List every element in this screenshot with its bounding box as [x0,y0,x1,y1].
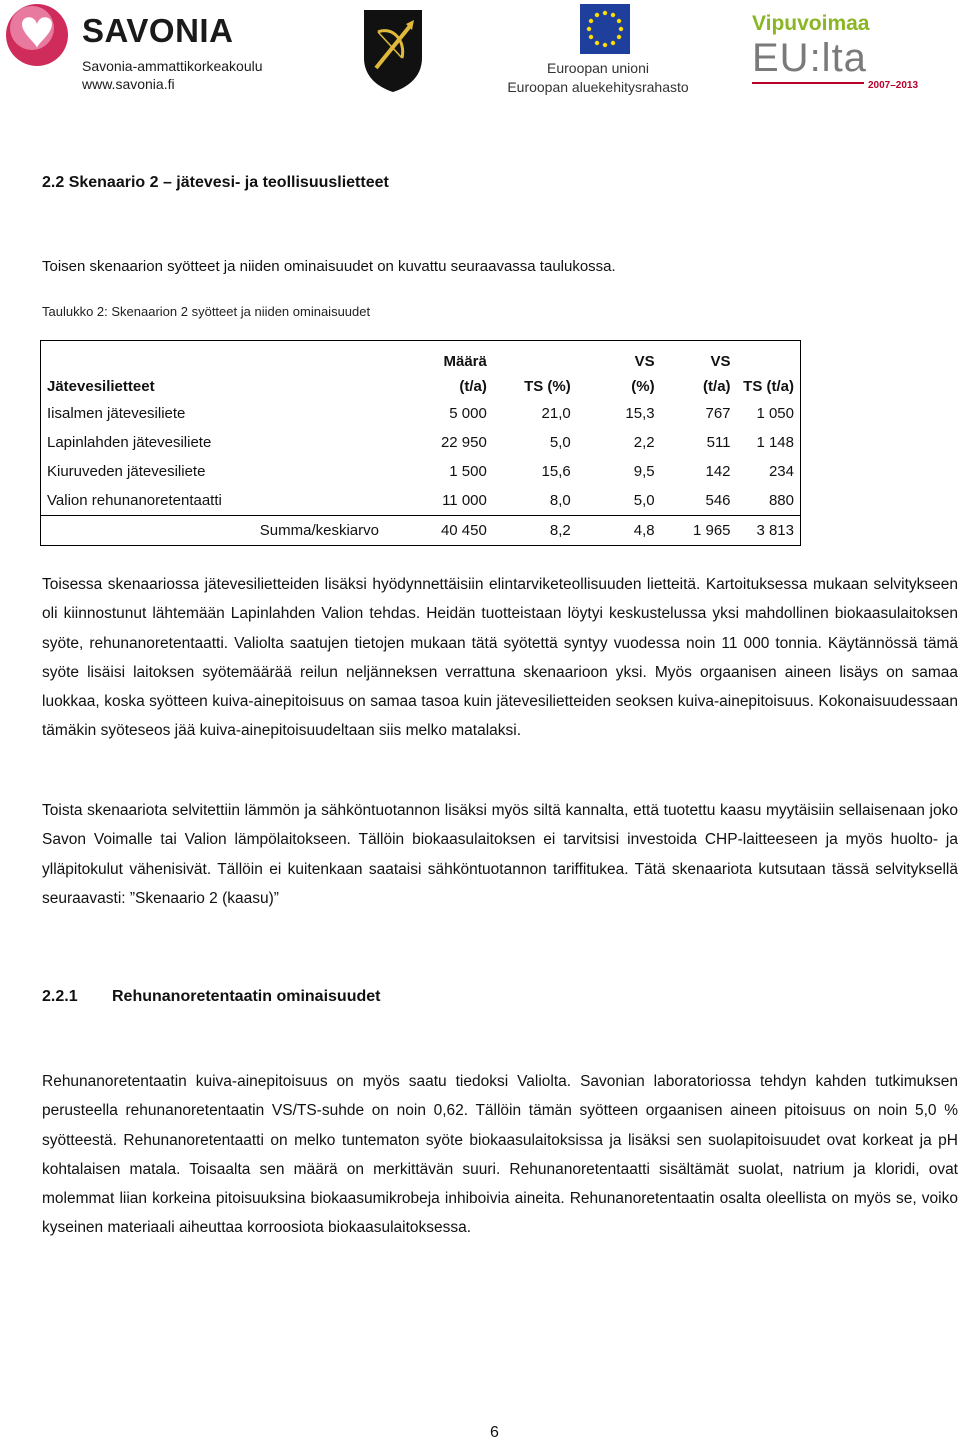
header-vs-ta: VS (t/a) [703,353,731,395]
paragraph-retentate: Rehunanoretentaatin kuiva-ainepitoisuus on myös saatu tiedoksi Valiolta. Savonian laboratoriossa tehdyn kahden tutkimuksen perusteella rehunanoretentaatin VS/TS-suhde on noin 0,62. Tällöin tämän syötteen orgaanisen aineen pitoisuus on noin 5,0 % syötteestä. Rehunanoretentaatti on melko tuntematon syöte biokaasulaitoksissa ja lisäksi sen suolapitoisuudet ovat korkeat ja pH kohtalaisen matala. Toisaalta sen määrä on merkittävän suuri. Rehunanoretentaatti sisältämät suolat, natrium ja kloridi, ovat molemmat liian korkeina pitoisuuksina biokaasumikrobeja inhiboivia aineita. Rehunanoretentaatin osalta oleellista on myös se, voiko kyseinen materiaali aiheuttaa korroosiota biokaasulaitoksessa. [42,1073,958,1237]
cell: 5 000 [449,405,487,422]
cell: Kiuruveden jätevesiliete [47,463,206,480]
cell: Iisalmen jätevesiliete [47,405,186,422]
cell: 234 [768,463,794,480]
coat-of-arms-icon [362,8,424,94]
cell: 546 [705,492,731,509]
cell: 2,2 [633,434,655,451]
cell: 4,8 [577,516,661,546]
eu-logo-block [498,4,698,96]
eu-fund-label: Euroopan aluekehitysrahasto [507,79,689,95]
paragraph-gas-sale: Toista skenaariota selvitettiin lämmön ja sähköntuotannon lisäksi myös siltä kannalta, että tuotettu kaasu myytäisiin sellaisenaan joko Savon Voimalle tai Valion lämpölaitokseen. Tällöin biokaasulaitoksen ei tarvitsisi investoida CHP-laitteeseen ja myös huolto- ja ylläpitokulut vähenisivät. Tällöin ei kuitenkaan saataisi sähköntuotannon tariffitukea. Tätä skenaariota kutsutaan tässä selvityksellä seuraavasti: ”Skenaario 2 (kaasu)” [42,802,958,907]
paragraph-scenario-description: Toisessa skenaariossa jätevesilietteiden lisäksi hyödynnettäisiin elintarviketeollisuuden lietteitä. Kartoituksessa mukaan selvitykseen oli kiinnostunut lähtemään Lapinlahden Valion tehdas. Heidän tuotteistaan löytyi keskustelussa yksi mahdollinen biokaasulaitoksen syöte, rehunanoretentaatti. Valiolta saatujen tietojen mukaan tätä syötettä syntyy vuodessa noin 11 000 tonnia. Käytännössä tämä syöte lisäisi laitoksen syötemäärää reilun neljänneksen verrattuna skenaarioon yksi. Myös orgaanisen aineen lisäys on samaa luokkaa, koska syötteen kuiva-ainepitoisuus on samaa tasoa kuin jätevesilietteiden seoksen kuiva-ainepitoisuus. Kokonaisuudessaan tämäkin syöteseos jää kuiva-ainepitoisuudeltaan siis melko matalaksi. [42,576,958,740]
cell: 511 [706,434,731,451]
cell: 1 050 [756,405,794,422]
table-header [41,341,801,400]
cell: 15,6 [541,463,571,480]
vipuvoimaa-bar [752,82,864,84]
cell: 767 [705,405,731,422]
cell: 22 950 [440,434,487,451]
cell: 9,5 [633,463,655,480]
table-row [41,399,801,428]
section-heading: 2.2 Skenaario 2 – jätevesi- ja teollisuuslietteet [42,174,389,191]
cell: 21,0 [541,405,571,422]
vipuvoimaa-label: Vipuvoimaa [752,12,870,35]
cell: 1 965 [661,516,737,546]
cell: Summa/keskiarvo [41,516,385,546]
header-vs-pct: VS (%) [631,353,655,395]
subsection-title: Rehunanoretentaatin ominaisuudet [112,988,381,1005]
page-header [0,0,960,100]
header-ts-ta: TS (t/a) [743,378,794,395]
subsection-number: 2.2.1 [42,988,78,1005]
cell: 1 500 [449,463,487,480]
page-number: 6 [490,1424,499,1441]
vipuvoimaa-logo-block [752,12,932,92]
vipuvoimaa-years: 2007–2013 [868,80,919,91]
eulta-label: EU:lta [752,36,867,80]
cell: 880 [768,492,794,509]
savonia-subtitle: Savonia-ammattikorkeakoulu [82,58,263,74]
savonia-heart-logo [4,2,70,68]
savonia-url: www.savonia.fi [82,76,175,92]
table-caption: Taulukko 2: Skenaarion 2 syötteet ja niiden ominaisuudet [42,304,371,319]
feed-table [40,340,801,546]
cell: Lapinlahden jätevesiliete [47,434,212,451]
cell: 11 000 [442,492,487,509]
eu-flag-icon [580,4,630,54]
cell: 15,3 [625,405,655,422]
header-amount: Määrä (t/a) [443,353,487,395]
table-row [41,486,801,516]
table-row [41,428,801,457]
cell: 5,0 [633,492,655,509]
cell: 1 148 [756,434,794,451]
cell: Valion rehunanoretentaatti [47,492,222,509]
table-row [41,457,801,486]
cell: 8,0 [549,492,571,509]
cell: 142 [705,463,731,480]
header-ts-pct: TS (%) [524,378,571,395]
savonia-logo-block [4,2,294,94]
table-summary-row [41,516,801,546]
intro-text: Toisen skenaarion syötteet ja niiden ominaisuudet on kuvattu seuraavassa taulukossa. [42,258,616,275]
cell: 3 813 [737,516,801,546]
cell: 40 450 [385,516,493,546]
header-sludge: Jätevesilietteet [47,378,155,395]
eu-label: Euroopan unioni [547,60,649,76]
savonia-name: SAVONIA [82,12,234,49]
cell: 5,0 [549,434,571,451]
cell: 8,2 [493,516,577,546]
